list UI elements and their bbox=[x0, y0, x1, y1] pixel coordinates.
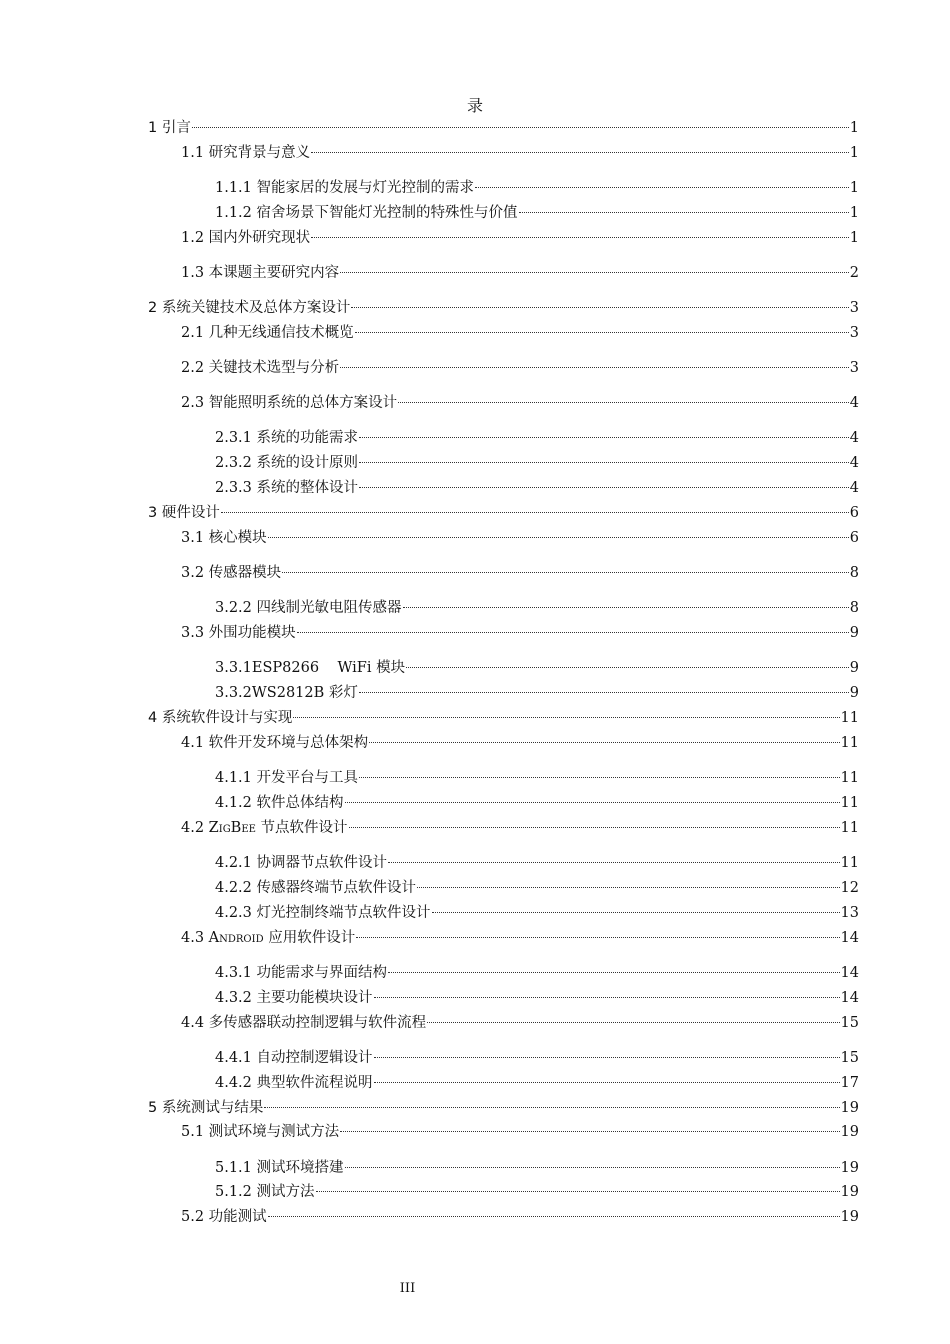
toc-entry[interactable] bbox=[148, 117, 859, 139]
toc-entry[interactable] bbox=[215, 877, 859, 899]
toc-entry[interactable] bbox=[215, 427, 859, 449]
toc-entry[interactable] bbox=[181, 1121, 859, 1143]
toc-entry[interactable] bbox=[181, 1206, 859, 1228]
toc-entry-title: 1.1.1 智能家居的发展与灯光控制的需求 bbox=[215, 180, 475, 196]
toc-entry-title: 5.1.2 测试方法 bbox=[215, 1184, 315, 1200]
toc-entry-page: 1 bbox=[849, 205, 859, 221]
dot-leader bbox=[268, 1215, 840, 1217]
toc-entry-page: 19 bbox=[840, 1184, 859, 1200]
toc-entry-title: 1.3 本课题主要研究内容 bbox=[181, 265, 340, 281]
toc-entry-title: 2.1 几种无线通信技术概览 bbox=[181, 325, 354, 341]
toc-entry-page: 1 bbox=[849, 120, 859, 136]
toc-entry-title: 1 引言 bbox=[148, 120, 191, 136]
toc-entry[interactable] bbox=[148, 297, 859, 319]
dot-leader bbox=[388, 861, 840, 863]
toc-entry[interactable] bbox=[181, 227, 859, 249]
toc-entry-page: 11 bbox=[840, 795, 859, 811]
dot-leader bbox=[345, 1166, 840, 1168]
toc-entry-title: 4.4.2 典型软件流程说明 bbox=[215, 1075, 373, 1091]
toc-entry-page: 4 bbox=[849, 455, 859, 471]
toc-entry[interactable] bbox=[215, 962, 859, 984]
toc-entry-page: 4 bbox=[849, 430, 859, 446]
toc-entry[interactable] bbox=[215, 477, 859, 499]
toc-entry[interactable] bbox=[181, 357, 859, 379]
toc-entry-page: 19 bbox=[840, 1209, 859, 1225]
toc-entry-page: 6 bbox=[849, 505, 859, 521]
toc-entry-page: 12 bbox=[840, 880, 859, 896]
toc-entry[interactable] bbox=[215, 902, 859, 924]
dot-leader bbox=[359, 776, 840, 778]
toc-entry-page: 15 bbox=[840, 1015, 859, 1031]
toc-entry-page: 11 bbox=[840, 735, 859, 751]
dot-leader bbox=[374, 1056, 840, 1058]
toc-entry-page: 9 bbox=[849, 625, 859, 641]
toc-entry-page: 9 bbox=[849, 660, 859, 676]
toc-entry-page: 9 bbox=[849, 685, 859, 701]
dot-leader bbox=[417, 886, 840, 888]
dot-leader bbox=[398, 401, 849, 403]
toc-entry-page: 13 bbox=[840, 905, 859, 921]
toc-entry-page: 19 bbox=[840, 1124, 859, 1140]
toc-entry-title: 4.3 Android 应用软件设计 bbox=[181, 930, 356, 946]
dot-leader bbox=[374, 1081, 840, 1083]
toc-entry-page: 2 bbox=[849, 265, 859, 281]
dot-leader bbox=[403, 606, 849, 608]
toc-entry-page: 11 bbox=[840, 710, 859, 726]
dot-leader bbox=[311, 151, 849, 153]
dot-leader bbox=[293, 716, 839, 718]
toc-entry-title: 3.2.2 四线制光敏电阻传感器 bbox=[215, 600, 402, 616]
toc-entry-title: 4.3.1 功能需求与界面结构 bbox=[215, 965, 388, 981]
toc-entry-page: 4 bbox=[849, 480, 859, 496]
toc-entry-title: 3.3.1ESP8266 WiFi 模块 bbox=[215, 660, 406, 676]
toc-entry-page: 14 bbox=[840, 930, 859, 946]
dot-leader bbox=[359, 461, 849, 463]
toc-entry[interactable] bbox=[181, 142, 859, 164]
dot-leader bbox=[359, 436, 849, 438]
dot-leader bbox=[340, 271, 849, 273]
toc-entry-title: 3.3 外围功能模块 bbox=[181, 625, 296, 641]
toc-entry-title: 4.2.1 协调器节点软件设计 bbox=[215, 855, 388, 871]
dot-leader bbox=[432, 911, 840, 913]
toc-entry-page: 11 bbox=[840, 855, 859, 871]
toc-entry-title: 5.1.1 测试环境搭建 bbox=[215, 1160, 344, 1176]
dot-leader bbox=[374, 996, 840, 998]
toc-entry[interactable] bbox=[148, 1097, 859, 1119]
toc-entry-title: 3.2 传感器模块 bbox=[181, 565, 282, 581]
toc-entry[interactable] bbox=[215, 792, 859, 814]
toc-entry-page: 3 bbox=[849, 360, 859, 376]
toc-entry-title: 2.3.3 系统的整体设计 bbox=[215, 480, 359, 496]
toc-entry[interactable] bbox=[215, 1157, 859, 1179]
toc-entry[interactable] bbox=[215, 987, 859, 1009]
dot-leader bbox=[406, 666, 849, 668]
toc-entry[interactable] bbox=[181, 927, 859, 949]
toc-entry[interactable] bbox=[181, 1012, 859, 1034]
toc-entry[interactable] bbox=[215, 1072, 859, 1094]
toc-entry-title: 2.3.1 系统的功能需求 bbox=[215, 430, 359, 446]
toc-entry-page: 6 bbox=[849, 530, 859, 546]
dot-leader bbox=[345, 801, 840, 803]
toc-entry-page: 14 bbox=[840, 965, 859, 981]
toc-entry[interactable] bbox=[181, 392, 859, 414]
toc-entry-page: 3 bbox=[849, 300, 859, 316]
dot-leader bbox=[427, 1021, 839, 1023]
toc-entry-title: 5 系统测试与结果 bbox=[148, 1100, 264, 1116]
toc-entry[interactable] bbox=[181, 562, 859, 584]
toc-entry-page: 1 bbox=[849, 230, 859, 246]
toc-entry-title: 4.1 软件开发环境与总体架构 bbox=[181, 735, 369, 751]
toc-entry-page: 11 bbox=[840, 820, 859, 836]
toc-entry[interactable] bbox=[215, 202, 859, 224]
toc-entry-page: 4 bbox=[849, 395, 859, 411]
dot-leader bbox=[359, 691, 849, 693]
toc-entry[interactable] bbox=[181, 622, 859, 644]
toc-entry-page: 19 bbox=[840, 1100, 859, 1116]
toc-entry[interactable] bbox=[215, 1047, 859, 1069]
toc-entry-title: 1.1.2 宿舍场景下智能灯光控制的特殊性与价值 bbox=[215, 205, 518, 221]
toc-title: 录 bbox=[466, 96, 483, 115]
toc-entry-page: 14 bbox=[840, 990, 859, 1006]
toc-entry[interactable] bbox=[215, 177, 859, 199]
toc-entry[interactable] bbox=[181, 732, 859, 754]
toc-entry[interactable] bbox=[215, 767, 859, 789]
toc-entry-page: 3 bbox=[849, 325, 859, 341]
toc-entry[interactable] bbox=[148, 707, 859, 729]
toc-entry-title: 2.2 关键技术选型与分析 bbox=[181, 360, 340, 376]
dot-leader bbox=[297, 631, 849, 633]
toc-entry-title: 2.3.2 系统的设计原则 bbox=[215, 455, 359, 471]
page-number: III bbox=[399, 1281, 416, 1296]
dot-leader bbox=[351, 306, 848, 308]
toc-entry[interactable] bbox=[181, 322, 859, 344]
dot-leader bbox=[192, 126, 849, 128]
toc-entry-title: 5.2 功能测试 bbox=[181, 1209, 267, 1225]
dot-leader bbox=[355, 331, 849, 333]
toc-entry-title: 4.2.2 传感器终端节点软件设计 bbox=[215, 880, 417, 896]
dot-leader bbox=[356, 936, 839, 938]
toc-entry-page: 1 bbox=[849, 180, 859, 196]
dot-leader bbox=[519, 211, 849, 213]
dot-leader bbox=[264, 1106, 839, 1108]
dot-leader bbox=[268, 536, 849, 538]
toc-entry[interactable] bbox=[215, 682, 859, 704]
toc-entry-page: 8 bbox=[849, 600, 859, 616]
toc-entry[interactable] bbox=[215, 657, 859, 679]
toc-entry[interactable] bbox=[148, 502, 859, 524]
dot-leader bbox=[369, 741, 839, 743]
toc-entry[interactable] bbox=[181, 527, 859, 549]
toc-entry-title: 1.1 研究背景与意义 bbox=[181, 145, 311, 161]
toc-entry-title: 3.1 核心模块 bbox=[181, 530, 267, 546]
toc-entry-page: 1 bbox=[849, 145, 859, 161]
toc-entry-title: 5.1 测试环境与测试方法 bbox=[181, 1124, 340, 1140]
dot-leader bbox=[316, 1190, 840, 1192]
dot-leader bbox=[475, 186, 849, 188]
toc-entry-title: 4.1.1 开发平台与工具 bbox=[215, 770, 359, 786]
dot-leader bbox=[388, 971, 840, 973]
toc-entry-page: 15 bbox=[840, 1050, 859, 1066]
toc-entry-title: 4.3.2 主要功能模块设计 bbox=[215, 990, 373, 1006]
toc-entry-title: 4.2.3 灯光控制终端节点软件设计 bbox=[215, 905, 431, 921]
toc-entry[interactable] bbox=[181, 817, 859, 839]
toc-entry-title: 4.4 多传感器联动控制逻辑与软件流程 bbox=[181, 1015, 427, 1031]
dot-leader bbox=[282, 571, 849, 573]
dot-leader bbox=[340, 366, 849, 368]
dot-leader bbox=[311, 236, 849, 238]
toc-entry-title: 4.1.2 软件总体结构 bbox=[215, 795, 344, 811]
toc-entry-title: 3.3.2WS2812B 彩灯 bbox=[215, 685, 358, 701]
toc-entry-title: 2 系统关键技术及总体方案设计 bbox=[148, 300, 351, 316]
toc-entry[interactable] bbox=[215, 597, 859, 619]
toc-entry[interactable] bbox=[215, 1181, 859, 1203]
dot-leader bbox=[349, 826, 840, 828]
toc-entry-page: 8 bbox=[849, 565, 859, 581]
toc-entry-page: 11 bbox=[840, 770, 859, 786]
toc-entry-page: 17 bbox=[840, 1075, 859, 1091]
toc-entry[interactable] bbox=[215, 852, 859, 874]
dot-leader bbox=[340, 1130, 839, 1132]
toc-entry-title: 2.3 智能照明系统的总体方案设计 bbox=[181, 395, 398, 411]
toc-entry-title: 1.2 国内外研究现状 bbox=[181, 230, 311, 246]
toc-entry-title: 3 硬件设计 bbox=[148, 505, 220, 521]
toc-entry-title: 4.4.1 自动控制逻辑设计 bbox=[215, 1050, 373, 1066]
toc-entry-title: 4.2 ZigBee 节点软件设计 bbox=[181, 820, 348, 836]
dot-leader bbox=[221, 511, 849, 513]
toc-entry[interactable] bbox=[181, 262, 859, 284]
toc-entry-title: 4 系统软件设计与实现 bbox=[148, 710, 293, 726]
dot-leader bbox=[359, 486, 849, 488]
toc-entry-page: 19 bbox=[840, 1160, 859, 1176]
toc-entry[interactable] bbox=[215, 452, 859, 474]
